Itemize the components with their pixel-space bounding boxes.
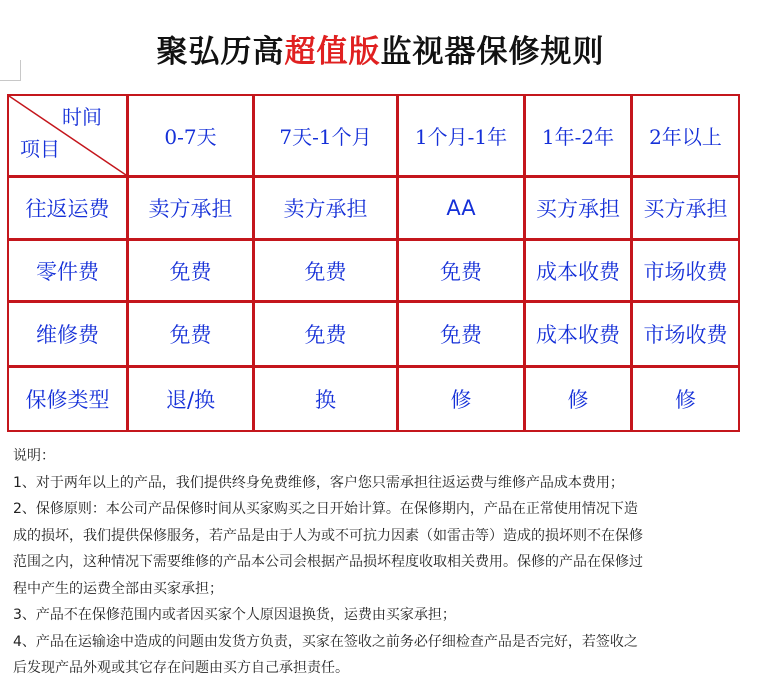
table-cell: AA	[446, 196, 476, 220]
table-cell: 市场收费	[643, 323, 728, 347]
note-line: 2、保修原则：本公司产品保修时间从买家购买之日开始计算。在保修期内，产品在正常使用情况下造	[13, 501, 638, 517]
period-header: 1个月-1年	[414, 125, 508, 149]
table-cell: 免费	[304, 259, 347, 284]
table-cell: 修	[450, 388, 472, 412]
row-label: 往返运费	[25, 197, 110, 221]
corner-header-item: 项目	[20, 137, 60, 161]
table-cell: 修	[567, 388, 589, 412]
table-cell: 买方承担	[643, 197, 728, 221]
row-label: 保修类型	[25, 388, 110, 412]
note-line: 1、对于两年以上的产品，我们提供终身免费维修，客户您只需承担往返运费与维修产品成本费用；	[13, 474, 624, 491]
period-header: 0-7天	[164, 125, 217, 149]
table-cell: 免费	[169, 323, 212, 347]
note-line: 4、产品在运输途中造成的问题由发货方负责，买家在签收之前务必仔细检查产品是否完好，若签收之	[13, 633, 638, 650]
table-cell: 修	[675, 388, 696, 412]
note-line: 3、产品不在保修范围内或者因买家个人原因退换货，运费由买家承担；	[13, 607, 456, 623]
table-cell: 市场收费	[643, 259, 728, 284]
notes-heading: 说明：	[13, 448, 55, 464]
table-cell: 免费	[440, 323, 482, 347]
title-rest: 监视器保修规则	[380, 34, 605, 70]
notes-section	[13, 443, 753, 682]
period-header: 1年-2年	[541, 125, 615, 149]
table-cell: 换	[315, 388, 336, 412]
page-title	[0, 30, 761, 74]
table-cell: 成本收费	[536, 323, 620, 347]
row-label: 零件费	[36, 259, 99, 284]
note-line: 程中产生的运费全部由买家承担；	[13, 580, 223, 597]
table-cell: 退/换	[165, 388, 216, 412]
table-cell: 卖方承担	[283, 197, 368, 221]
table-cell: 免费	[169, 259, 212, 284]
note-line: 后发现产品外观或其它存在问题由买方自己承担责任。	[13, 660, 349, 676]
table-cell: 卖方承担	[148, 197, 233, 221]
page-corner-mark	[0, 60, 21, 81]
corner-header-time: 时间	[62, 105, 102, 129]
title-highlight: 超值版	[284, 34, 381, 70]
period-header: 7天-1个月	[279, 125, 372, 149]
title-brand: 聚弘历高	[156, 34, 285, 70]
note-line: 成的损坏，我们提供保修服务，若产品是由于人为或不可抗力因素（如雷击等）造成的损坏则不在保修	[13, 527, 643, 544]
period-header: 2年以上	[649, 125, 722, 149]
table-cell: 免费	[440, 259, 482, 284]
table-cell: 买方承担	[536, 197, 620, 221]
table-cell: 免费	[304, 323, 347, 347]
note-line: 范围之内，这种情况下需要维修的产品本公司会根据产品损坏程度收取相关费用。保修的产品在保修过	[13, 554, 643, 570]
row-label: 维修费	[36, 323, 99, 347]
table-cell: 成本收费	[536, 259, 620, 284]
